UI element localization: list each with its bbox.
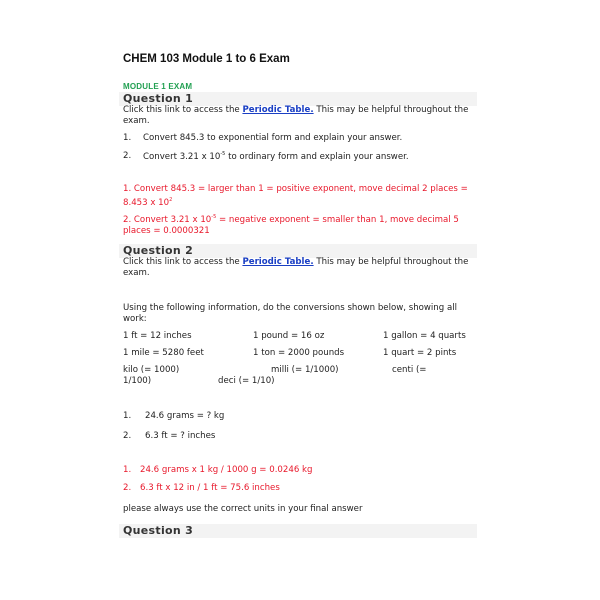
question-2-intro-text: Click this link to access the xyxy=(123,257,243,267)
exponent: -5 xyxy=(211,214,217,220)
prefix-centi-value: 1/100) xyxy=(123,376,152,386)
conversion-ton-pounds: 1 ton = 2000 pounds xyxy=(253,348,345,358)
question-2-item-2 xyxy=(123,431,215,441)
exponent: 2 xyxy=(169,197,173,203)
item-number: 1. xyxy=(123,411,132,421)
question-1-heading: Question 1 xyxy=(123,92,194,105)
question-1-intro xyxy=(123,105,483,127)
conversion-mile-feet: 1 mile = 5280 feet xyxy=(123,348,204,358)
item-number: 2. xyxy=(123,431,132,441)
periodic-table-link[interactable]: Periodic Table. xyxy=(242,257,314,267)
question-2-instructions: Using the following information, do the conversions shown below, showing all work: xyxy=(123,303,457,324)
conversion-gallon-quarts: 1 gallon = 4 quarts xyxy=(383,331,466,341)
answer-text: 24.6 grams x 1 kg / 1000 g = 0.0246 kg xyxy=(140,465,313,475)
question-3-heading: Question 3 xyxy=(123,524,194,537)
prefix-milli: milli (= 1/1000) xyxy=(271,365,339,375)
question-2-intro xyxy=(123,257,483,279)
periodic-table-link[interactable]: Periodic Table. xyxy=(242,105,314,115)
answer-text-tail: = negative exponent = smaller than 1, move decimal 5 places = 0.0000321 xyxy=(123,215,459,236)
answer-text: 2. Convert 3.21 x 10 xyxy=(123,215,212,225)
conversion-quart-pints: 1 quart = 2 pints xyxy=(383,348,457,358)
question-1-intro-text: Click this link to access the xyxy=(123,105,243,115)
units-note: please always use the correct units in your final answer xyxy=(123,504,363,514)
question-2-answer-1 xyxy=(123,465,312,475)
question-2-answer-2 xyxy=(123,483,280,493)
answer-text: 6.3 ft x 12 in / 1 ft = 75.6 inches xyxy=(140,483,280,493)
item-number: 1. xyxy=(123,133,132,143)
question-1-item-1 xyxy=(123,133,402,143)
question-2-item-1 xyxy=(123,411,224,421)
item-text: 24.6 grams = ? kg xyxy=(145,411,225,421)
document-title: CHEM 103 Module 1 to 6 Exam xyxy=(123,53,290,65)
question-1-answer-1 xyxy=(123,184,481,209)
question-1-item-2 xyxy=(123,151,409,162)
answer-number: 2. xyxy=(123,483,132,493)
question-1-intro-tail: This may be helpful throughout the exam. xyxy=(123,105,469,126)
exponent: -5 xyxy=(220,151,226,157)
item-text: 6.3 ft = ? inches xyxy=(145,431,216,441)
module-label: MODULE 1 EXAM xyxy=(123,82,193,91)
answer-text: 1. Convert 845.3 = larger than 1 = positive exponent, move decimal 2 places = 8.453 x 10 xyxy=(123,184,468,208)
item-number: 2. xyxy=(123,151,132,161)
question-2-heading: Question 2 xyxy=(123,244,194,257)
item-text: Convert 3.21 x 10 xyxy=(143,152,221,162)
item-text-tail: to ordinary form and explain your answer. xyxy=(225,152,409,162)
question-2-intro-tail: This may be helpful throughout the exam. xyxy=(123,257,469,278)
answer-number: 1. xyxy=(123,465,132,475)
prefix-kilo: kilo (= 1000) xyxy=(123,365,180,375)
conversion-pound-oz: 1 pound = 16 oz xyxy=(253,331,325,341)
conversion-ft-inches: 1 ft = 12 inches xyxy=(123,331,192,341)
prefix-deci: deci (= 1/10) xyxy=(218,376,275,386)
prefix-centi: centi (= xyxy=(392,365,427,375)
question-1-answer-2 xyxy=(123,212,481,237)
item-text: Convert 845.3 to exponential form and explain your answer. xyxy=(143,133,403,143)
